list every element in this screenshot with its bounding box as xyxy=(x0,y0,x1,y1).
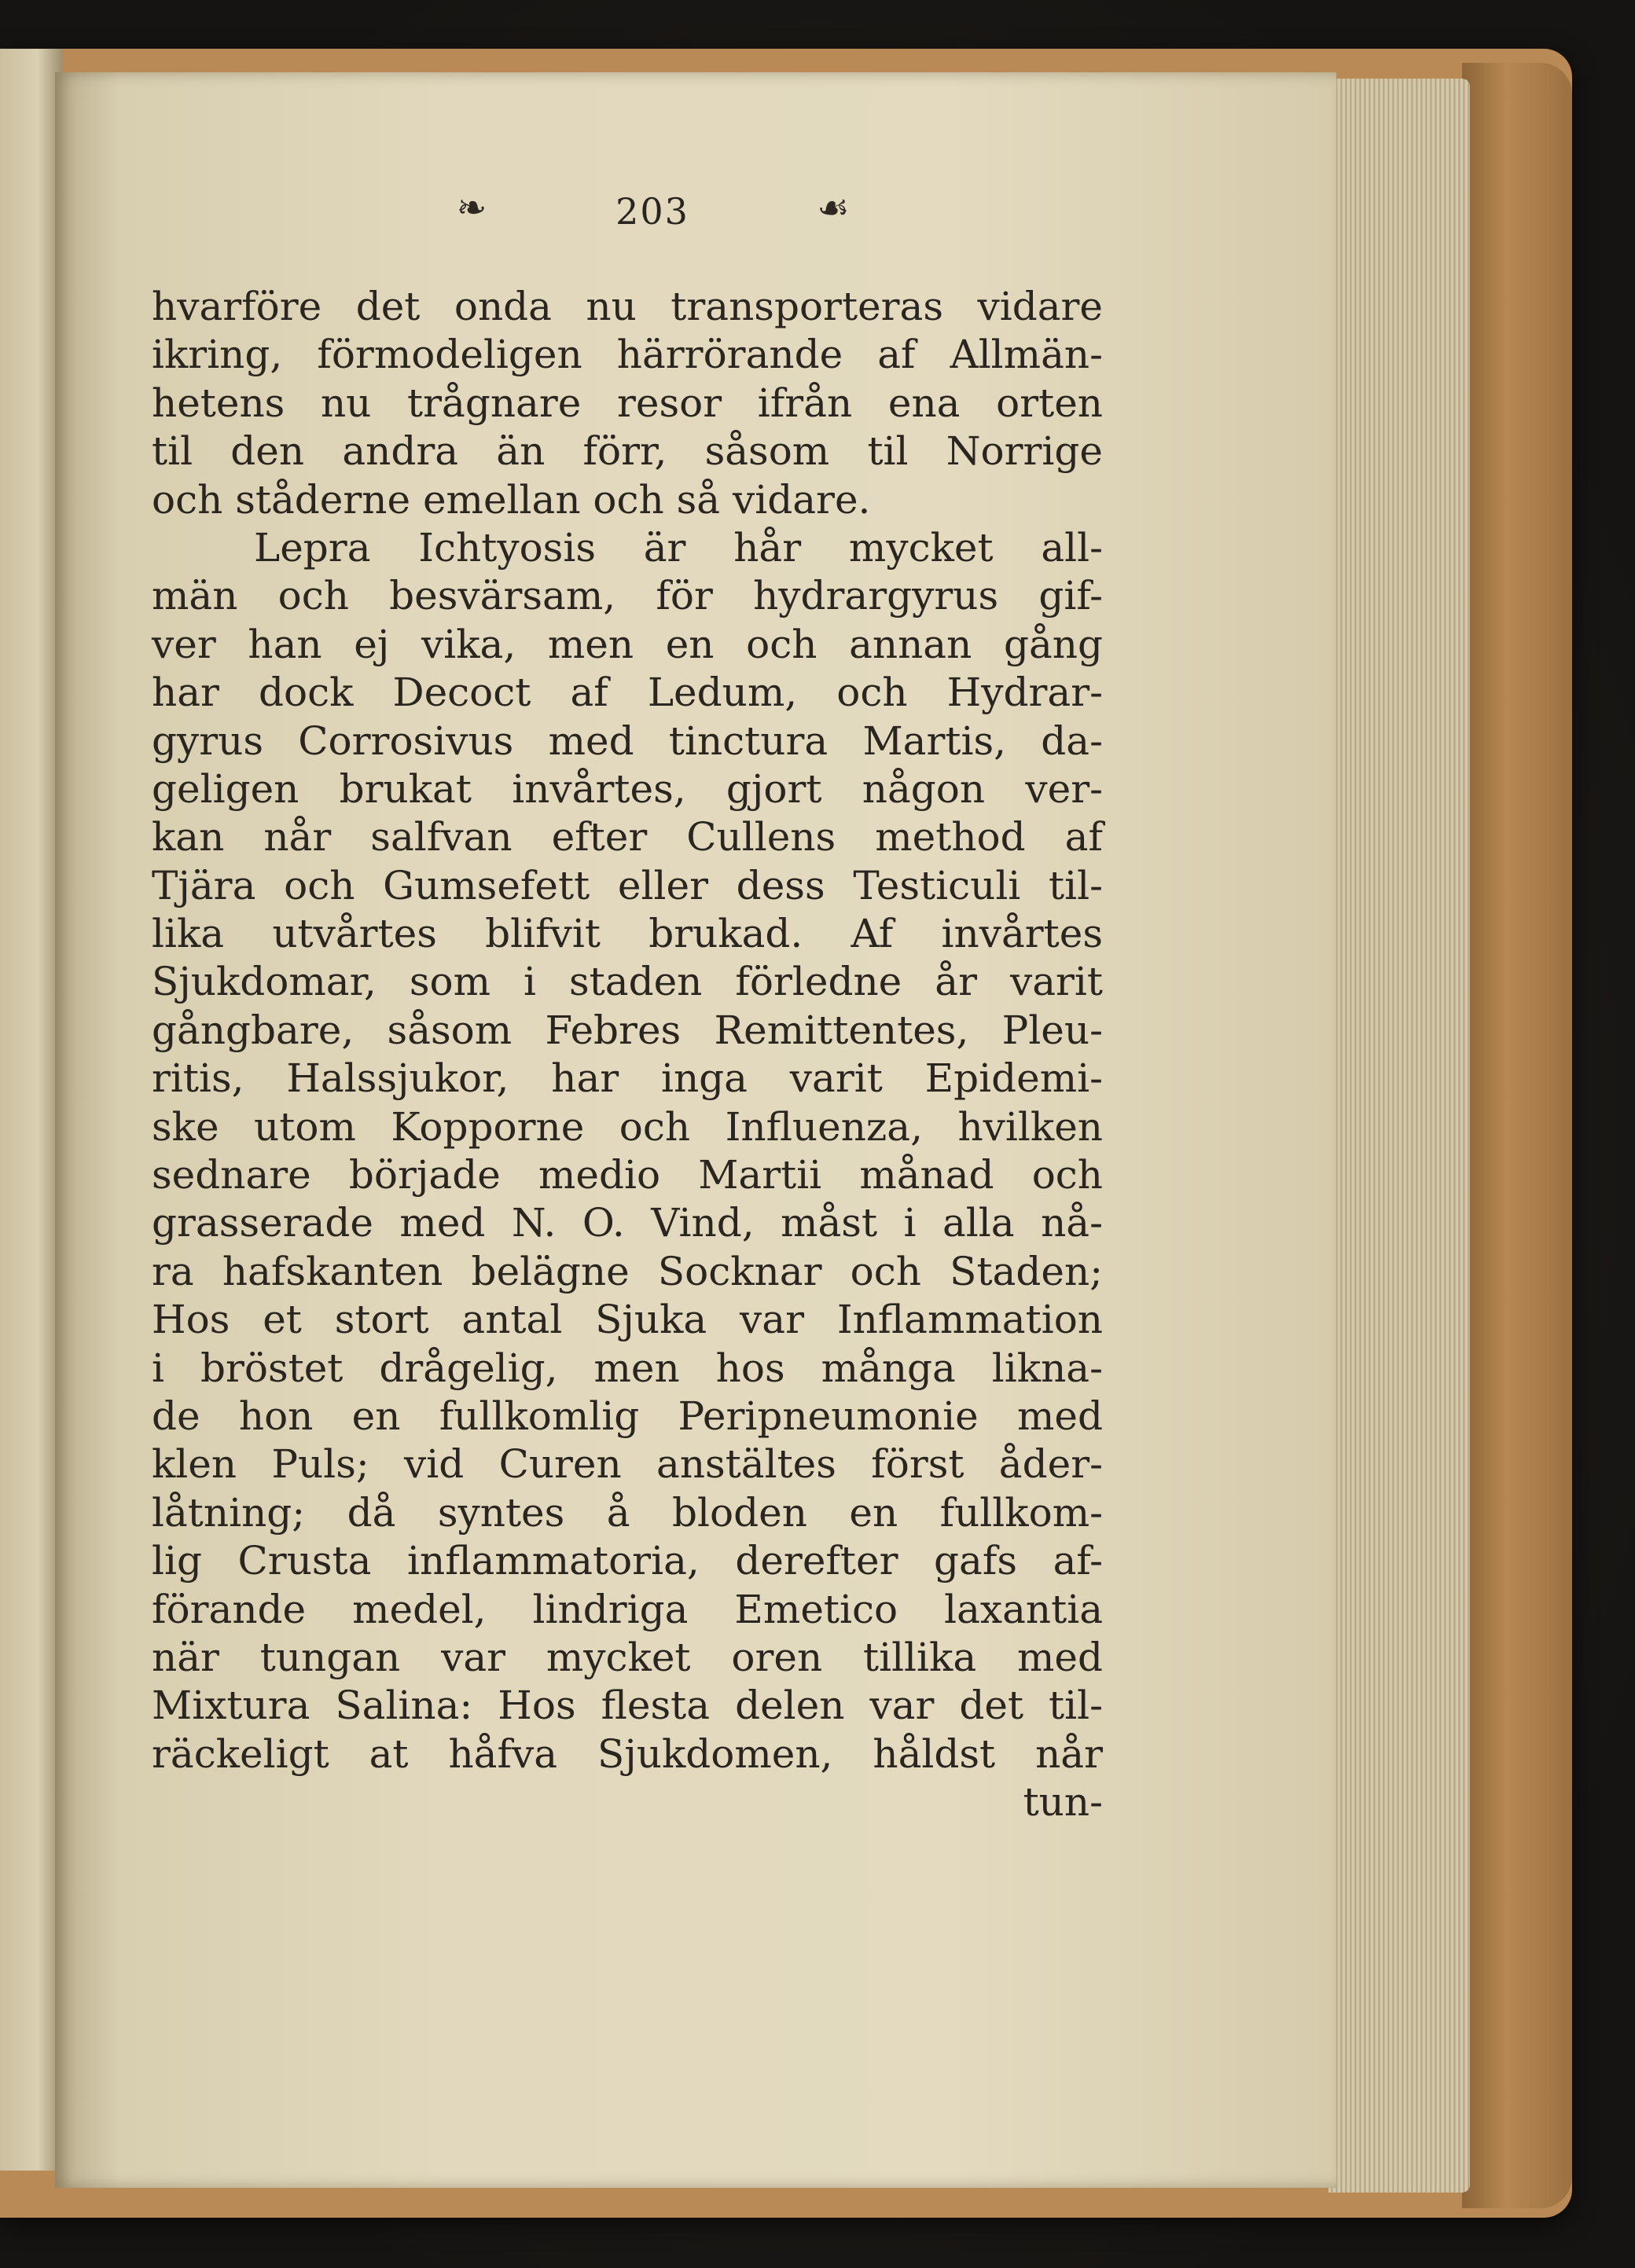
text-line: Hos et stort antal Sjuka var Inflammation xyxy=(152,1297,1103,1343)
text-line: och ståderne emellan och så vidare. xyxy=(152,476,871,523)
body-text xyxy=(152,283,1103,1827)
running-header xyxy=(440,187,865,250)
text-line: gyrus Corrosivus med tinctura Martis, da- xyxy=(152,717,1103,764)
text-line: lig Crusta inflammatoria, derefter gafs af- xyxy=(152,1538,1103,1584)
text-line: när tungan var mycket oren tillika med xyxy=(152,1634,1103,1680)
text-line: ver han ej vika, men en och annan gång xyxy=(152,621,1103,667)
text-line: ske utom Kopporne och Influenza, hvilken xyxy=(152,1103,1103,1150)
catchword: tun- xyxy=(1023,1779,1103,1826)
text-line: i bröstet drågelig, men hos många likna- xyxy=(152,1345,1103,1391)
page-number: 203 xyxy=(615,190,689,233)
text-line: til den andra än förr, såsom til Norrige xyxy=(152,428,1103,475)
text-line: hvarföre det onda nu transporteras vidare xyxy=(152,284,1103,329)
text-line: ra hafskanten belägne Socknar och Staden; xyxy=(152,1248,1103,1294)
text-line: kan når salfvan efter Cullens method af xyxy=(152,814,1103,861)
previous-page-edge xyxy=(0,49,63,2171)
text-line: Lepra Ichtyosis är hår mycket all- xyxy=(254,524,1103,571)
text-line: förande medel, lindriga Emetico laxantia xyxy=(152,1586,1103,1632)
text-line: geligen brukat invårtes, gjort någon ver- xyxy=(152,765,1103,812)
text-line: gångbare, såsom Febres Remittentes, Pleu- xyxy=(152,1007,1103,1053)
text-line: lika utvårtes blifvit brukad. Af invårtes xyxy=(152,911,1103,957)
text-line: sednare började medio Martii månad och xyxy=(152,1152,1103,1198)
ornament-right-icon: ☙ xyxy=(817,186,850,229)
ornament-left-icon: ❧ xyxy=(456,186,487,229)
text-line: Mixtura Salina: Hos flesta delen var det til- xyxy=(152,1683,1103,1729)
page-fore-edge xyxy=(1328,79,1470,2193)
text-line: räckeligt at håfva Sjukdomen, håldst når xyxy=(152,1730,1103,1777)
text-line: har dock Decoct af Ledum, och Hydrar- xyxy=(152,670,1103,716)
text-line: Tjära och Gumsefett eller dess Testiculi til- xyxy=(152,862,1103,908)
text-line: hetens nu trågnare resor ifrån ena orten xyxy=(152,380,1103,426)
text-line: Sjukdomar, som i staden förledne år varit xyxy=(152,959,1103,1005)
text-line: grasserade med N. O. Vind, måst i alla nå- xyxy=(152,1200,1103,1246)
text-line: låtning; då syntes å bloden en fullkom- xyxy=(152,1489,1103,1536)
text-line: ritis, Halssjukor, har inga varit Epidemi- xyxy=(152,1055,1103,1102)
cover-edge xyxy=(1462,63,1572,2208)
text-line: ikring, förmodeligen härrörande af Allmän- xyxy=(152,332,1103,378)
text-line: män och besvärsam, för hydrargyrus gif- xyxy=(152,573,1103,619)
text-line: de hon en fullkomlig Peripneumonie med xyxy=(152,1393,1103,1439)
text-line: klen Puls; vid Curen anstältes först åder- xyxy=(152,1441,1103,1488)
